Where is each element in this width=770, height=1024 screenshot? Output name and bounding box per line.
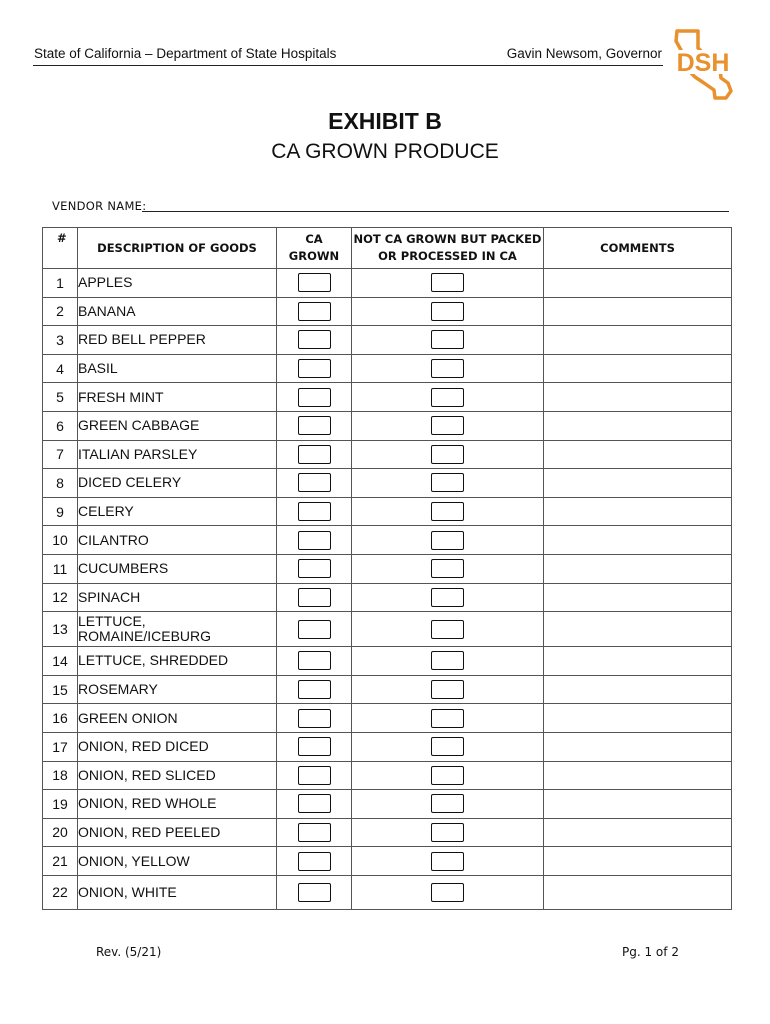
not-ca-grown-cell [352,818,544,847]
ca-grown-cell [277,440,352,469]
not-ca-grown-cell [352,847,544,876]
ca-grown-cell [277,326,352,355]
ca-grown-checkbox[interactable] [298,737,331,756]
row-number: 16 [43,704,78,733]
not-ca-grown-cell [352,411,544,440]
comments-cell[interactable] [544,847,732,876]
row-description: ONION, RED SLICED [78,761,277,790]
row-number: 12 [43,583,78,612]
table-row [43,497,732,526]
row-description: ONION, YELLOW [78,847,277,876]
row-number: 6 [43,411,78,440]
row-number: 13 [43,612,78,647]
header-agency: State of California – Department of State Hospitals [34,46,337,61]
comments-cell[interactable] [544,875,732,909]
table-row [43,297,732,326]
dsh-logo [668,28,738,100]
row-description: CELERY [78,497,277,526]
comments-cell[interactable] [544,469,732,498]
comments-cell[interactable] [544,526,732,555]
comments-cell[interactable] [544,497,732,526]
not-ca-grown-checkbox[interactable] [431,388,464,407]
ca-grown-checkbox[interactable] [298,680,331,699]
not-ca-grown-checkbox[interactable] [431,651,464,670]
row-description: GREEN ONION [78,704,277,733]
not-ca-grown-cell [352,526,544,555]
ca-grown-cell [277,647,352,676]
not-ca-grown-cell [352,497,544,526]
ca-grown-checkbox[interactable] [298,531,331,550]
row-number: 20 [43,818,78,847]
row-number: 18 [43,761,78,790]
table-row [43,526,732,555]
ca-grown-checkbox[interactable] [298,302,331,321]
header-rule [33,65,663,66]
row-number: 7 [43,440,78,469]
not-ca-grown-cell [352,732,544,761]
comments-cell[interactable] [544,675,732,704]
row-number: 8 [43,469,78,498]
comments-cell[interactable] [544,761,732,790]
row-description: CUCUMBERS [78,554,277,583]
comments-cell[interactable] [544,354,732,383]
ca-grown-cell [277,583,352,612]
not-ca-grown-cell [352,583,544,612]
row-description: GREEN CABBAGE [78,411,277,440]
comments-cell[interactable] [544,326,732,355]
comments-cell[interactable] [544,583,732,612]
not-ca-grown-checkbox[interactable] [431,559,464,578]
row-number: 5 [43,383,78,412]
row-description: LETTUCE, ROMAINE/ICEBURG [78,612,277,647]
row-number: 2 [43,297,78,326]
row-description: BANANA [78,297,277,326]
not-ca-grown-cell [352,554,544,583]
not-ca-grown-checkbox[interactable] [431,737,464,756]
california-outline-icon [668,28,738,100]
comments-cell[interactable] [544,383,732,412]
table-row [43,847,732,876]
not-ca-grown-checkbox[interactable] [431,473,464,492]
logo-text: DSH [676,49,730,77]
ca-grown-checkbox[interactable] [298,883,331,902]
header-ca-grown [277,228,352,269]
not-ca-grown-checkbox[interactable] [431,620,464,639]
ca-grown-checkbox[interactable] [298,823,331,842]
comments-cell[interactable] [544,818,732,847]
not-ca-grown-checkbox[interactable] [431,680,464,699]
not-ca-grown-checkbox[interactable] [431,852,464,871]
table-header-row [43,228,732,269]
row-number: 19 [43,790,78,819]
table-row [43,383,732,412]
not-ca-grown-cell [352,704,544,733]
row-number: 22 [43,875,78,909]
vendor-name-field[interactable] [142,211,729,212]
ca-grown-cell [277,704,352,733]
header-description: DESCRIPTION OF GOODS [78,228,277,269]
ca-grown-cell [277,411,352,440]
row-description: ROSEMARY [78,675,277,704]
comments-cell[interactable] [544,269,732,298]
ca-grown-cell [277,383,352,412]
table-row [43,732,732,761]
produce-table [42,227,732,910]
not-ca-grown-cell [352,269,544,298]
ca-grown-checkbox[interactable] [298,559,331,578]
not-ca-grown-cell [352,297,544,326]
table-row [43,612,732,647]
row-description: DICED CELERY [78,469,277,498]
table-row [43,326,732,355]
table-row [43,269,732,298]
row-number: 4 [43,354,78,383]
table-row [43,583,732,612]
ca-grown-checkbox[interactable] [298,445,331,464]
row-description: ONION, RED PEELED [78,818,277,847]
row-number: 1 [43,269,78,298]
comments-cell[interactable] [544,612,732,647]
ca-grown-checkbox[interactable] [298,620,331,639]
row-description: LETTUCE, SHREDDED [78,647,277,676]
table-row [43,440,732,469]
ca-grown-cell [277,732,352,761]
table-row [43,647,732,676]
table-row [43,704,732,733]
ca-grown-checkbox[interactable] [298,330,331,349]
table-row [43,554,732,583]
not-ca-grown-cell [352,647,544,676]
ca-grown-cell [277,297,352,326]
row-number: 11 [43,554,78,583]
row-number: 10 [43,526,78,555]
ca-grown-cell [277,675,352,704]
ca-grown-checkbox[interactable] [298,709,331,728]
table-row [43,469,732,498]
row-number: 15 [43,675,78,704]
not-ca-grown-checkbox[interactable] [431,709,464,728]
row-number: 21 [43,847,78,876]
table-row [43,675,732,704]
not-ca-grown-checkbox[interactable] [431,794,464,813]
ca-grown-checkbox[interactable] [298,388,331,407]
not-ca-grown-cell [352,761,544,790]
comments-cell[interactable] [544,732,732,761]
row-description: RED BELL PEPPER [78,326,277,355]
table-row [43,354,732,383]
not-ca-grown-cell [352,790,544,819]
not-ca-grown-checkbox[interactable] [431,588,464,607]
row-description: BASIL [78,354,277,383]
not-ca-grown-checkbox[interactable] [431,823,464,842]
comments-cell[interactable] [544,704,732,733]
comments-cell[interactable] [544,647,732,676]
ca-grown-cell [277,847,352,876]
ca-grown-checkbox[interactable] [298,588,331,607]
row-number: 3 [43,326,78,355]
header-not-ca-grown-line1: NOT CA GROWN BUT PACKED [353,232,542,246]
not-ca-grown-cell [352,875,544,909]
ca-grown-cell [277,761,352,790]
ca-grown-cell [277,790,352,819]
header-governor: Gavin Newsom, Governor [506,46,662,61]
ca-grown-checkbox[interactable] [298,651,331,670]
not-ca-grown-cell [352,612,544,647]
ca-grown-checkbox[interactable] [298,416,331,435]
not-ca-grown-cell [352,383,544,412]
header-ca-grown-line2: GROWN [288,249,340,263]
not-ca-grown-checkbox[interactable] [431,273,464,292]
row-description: ONION, RED WHOLE [78,790,277,819]
ca-grown-checkbox[interactable] [298,852,331,871]
row-description: ONION, WHITE [78,875,277,909]
header-not-ca-grown-line2: OR PROCESSED IN CA [378,249,517,263]
table-row [43,411,732,440]
not-ca-grown-checkbox[interactable] [431,302,464,321]
ca-grown-cell [277,554,352,583]
row-number: 9 [43,497,78,526]
page-subtitle: CA GROWN PRODUCE [271,140,499,163]
comments-cell[interactable] [544,790,732,819]
table-row [43,790,732,819]
row-description: FRESH MINT [78,383,277,412]
ca-grown-checkbox[interactable] [298,359,331,378]
row-number: 14 [43,647,78,676]
table-row [43,761,732,790]
page-title: EXHIBIT B [328,108,442,134]
header-ca-grown-line1: CA [305,232,323,246]
ca-grown-cell [277,818,352,847]
not-ca-grown-checkbox[interactable] [431,445,464,464]
ca-grown-checkbox[interactable] [298,766,331,785]
ca-grown-cell [277,875,352,909]
ca-grown-checkbox[interactable] [298,502,331,521]
ca-grown-cell [277,612,352,647]
not-ca-grown-checkbox[interactable] [431,502,464,521]
comments-cell[interactable] [544,554,732,583]
ca-grown-checkbox[interactable] [298,473,331,492]
comments-cell[interactable] [544,297,732,326]
not-ca-grown-checkbox[interactable] [431,359,464,378]
not-ca-grown-cell [352,326,544,355]
table-row [43,875,732,909]
not-ca-grown-checkbox[interactable] [431,330,464,349]
not-ca-grown-cell [352,469,544,498]
row-description: APPLES [78,269,277,298]
revision-date: Rev. (5/21) [96,945,162,959]
ca-grown-cell [277,497,352,526]
header-number: # [43,228,78,269]
row-description: ITALIAN PARSLEY [78,440,277,469]
row-description: CILANTRO [78,526,277,555]
not-ca-grown-checkbox[interactable] [431,531,464,550]
ca-grown-cell [277,469,352,498]
page-number: Pg. 1 of 2 [622,945,679,959]
row-description: SPINACH [78,583,277,612]
not-ca-grown-checkbox[interactable] [431,766,464,785]
ca-grown-checkbox[interactable] [298,273,331,292]
header-not-ca-grown [352,228,544,269]
vendor-name-label: VENDOR NAME: [52,199,147,213]
table-row [43,818,732,847]
ca-grown-cell [277,354,352,383]
header-comments: COMMENTS [544,228,732,269]
not-ca-grown-checkbox[interactable] [431,416,464,435]
ca-grown-cell [277,526,352,555]
comments-cell[interactable] [544,411,732,440]
row-description: ONION, RED DICED [78,732,277,761]
ca-grown-cell [277,269,352,298]
not-ca-grown-cell [352,354,544,383]
not-ca-grown-cell [352,675,544,704]
not-ca-grown-cell [352,440,544,469]
not-ca-grown-checkbox[interactable] [431,883,464,902]
ca-grown-checkbox[interactable] [298,794,331,813]
comments-cell[interactable] [544,440,732,469]
row-number: 17 [43,732,78,761]
